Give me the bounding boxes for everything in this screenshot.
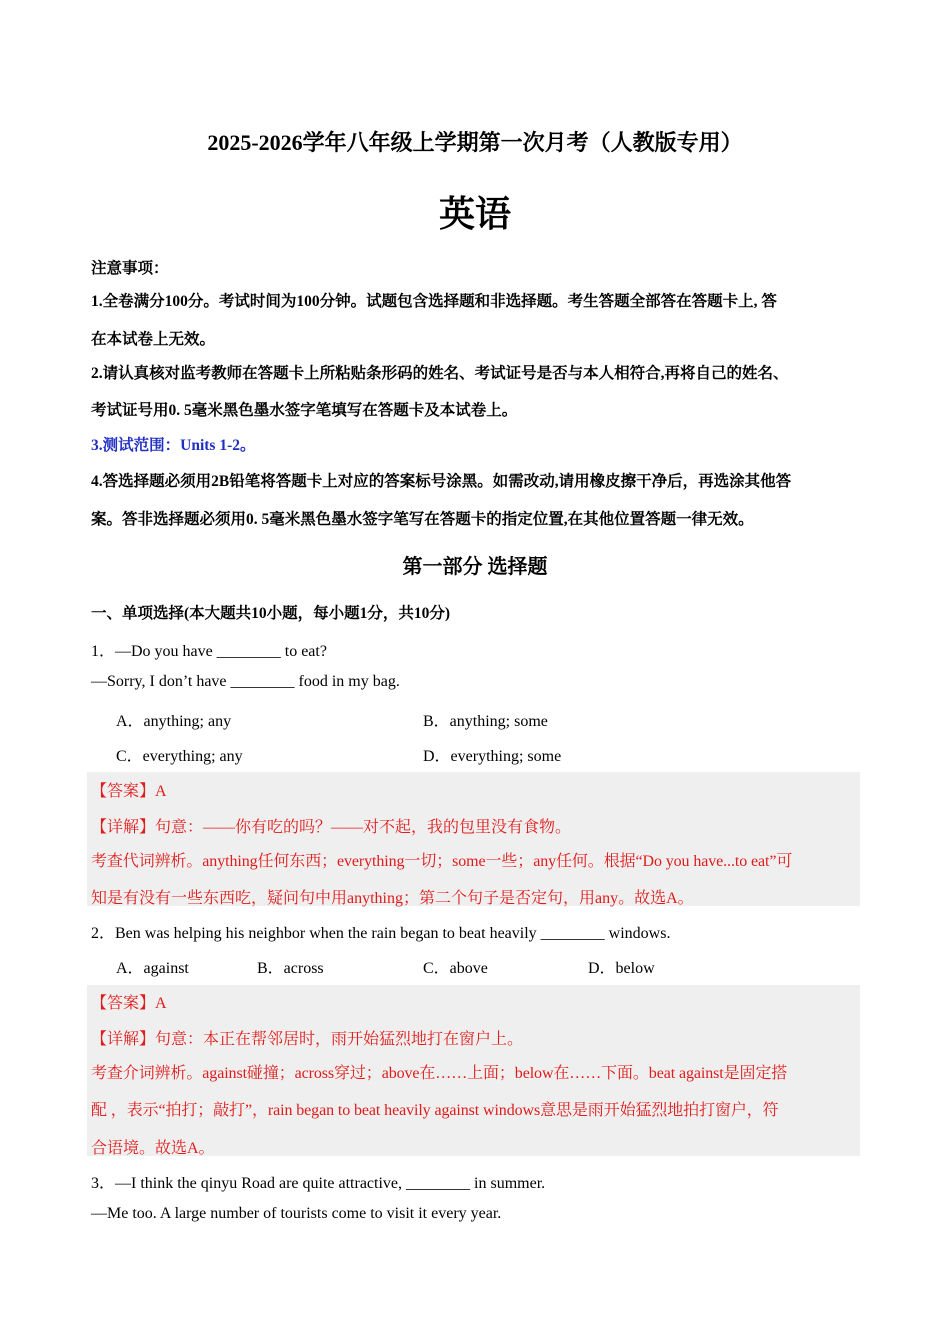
note-3-test-range: 3.测试范围：Units 1-2。 bbox=[91, 437, 256, 454]
q2-option-a: A．against bbox=[116, 960, 189, 977]
section-one-title: 一、单项选择(本大题共10小题，每小题1分，共10分) bbox=[91, 605, 451, 622]
note-4-line-1: 4.答选择题必须用2B铅笔将答题卡上对应的答案标号涂黑。如需改动,请用橡皮擦干净后，再选涂其他答 bbox=[91, 473, 792, 490]
note-2-line-2: 考试证号用0. 5毫米黑色墨水签字笔填写在答题卡及本试卷上。 bbox=[91, 402, 518, 419]
q2-option-c: C．above bbox=[423, 960, 488, 977]
q2-explanation-3: 合语境。故选A。 bbox=[91, 1140, 215, 1157]
part-one-title: 第一部分 选择题 bbox=[402, 556, 548, 578]
q1-explanation-1: 考查代词辨析。anything任何东西；everything一切；some一些；any任何。根据“Do you have...to eat”可 bbox=[91, 853, 793, 870]
q2-detail: 【详解】句意：本正在帮邻居时，雨开始猛烈地打在窗户上。 bbox=[91, 1031, 524, 1048]
subject-title: 英语 bbox=[438, 194, 511, 235]
q1-line-2: —Sorry, I don’t have ________ food in my bag. bbox=[91, 673, 400, 690]
note-2-line-1: 2.请认真核对监考教师在答题卡上所粘贴条形码的姓名、考试证号是否与本人相符合,再将自己的姓名、 bbox=[91, 365, 789, 382]
q1-option-d: D．everything; some bbox=[423, 748, 562, 765]
q3-line-1: 3．—I think the qinyu Road are quite attractive, ________ in summer. bbox=[91, 1175, 546, 1192]
page-title: 2025-2026学年八年级上学期第一次月考（人教版专用） bbox=[207, 130, 743, 155]
q2-explanation-1: 考查介词辨析。against碰撞；across穿过；above在……上面；below在……下面。beat against是固定搭 bbox=[91, 1065, 788, 1082]
q1-option-c: C．everything; any bbox=[116, 748, 243, 765]
q1-answer: 【答案】A bbox=[91, 783, 167, 800]
note-1-line-1: 1.全卷满分100分。考试时间为100分钟。试题包含选择题和非选择题。考生答题全部答在答题卡上, 答 bbox=[91, 293, 777, 310]
q1-line-1: 1．—Do you have ________ to eat? bbox=[91, 643, 327, 660]
q3-line-2: —Me too. A large number of tourists come to visit it every year. bbox=[91, 1205, 502, 1222]
q2-explanation-2: 配 ，表示“拍打；敲打”，rain began to beat heavily against windows意思是雨开始猛烈地拍打窗户，符 bbox=[91, 1102, 779, 1119]
q1-option-a: A．anything; any bbox=[116, 713, 232, 730]
q1-explanation-2: 知是有没有一些东西吃，疑问句中用anything；第二个句子是否定句，用any。故选A。 bbox=[91, 890, 694, 907]
q2-option-b: B．across bbox=[257, 960, 324, 977]
note-4-line-2: 案。答非选择题必须用0. 5毫米黑色墨水签字笔写在答题卡的指定位置,在其他位置答题一律无效。 bbox=[91, 511, 754, 528]
q2-line-1: 2．Ben was helping his neighbor when the rain began to beat heavily ________ windows. bbox=[91, 925, 671, 942]
q1-detail: 【详解】句意：——你有吃的吗？——对不起，我的包里没有食物。 bbox=[91, 819, 572, 836]
q1-option-b: B．anything; some bbox=[423, 713, 548, 730]
q2-option-d: D．below bbox=[588, 960, 655, 977]
notes-heading: 注意事项： bbox=[91, 260, 169, 277]
note-1-line-2: 在本试卷上无效。 bbox=[91, 331, 216, 348]
q2-answer: 【答案】A bbox=[91, 995, 167, 1012]
